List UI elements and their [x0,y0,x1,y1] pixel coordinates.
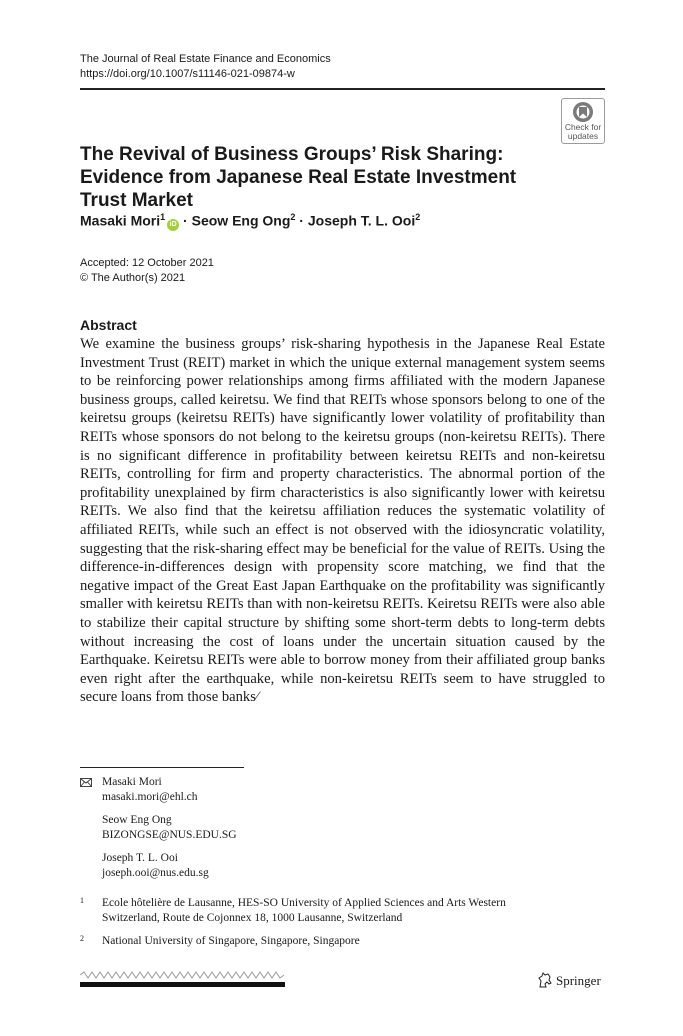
author-list [80,212,420,231]
author-affiliation-number: 2 [290,212,296,222]
author-affiliation-number: 1 [160,212,166,222]
footer-solid-bar [80,982,285,987]
contact-email[interactable]: BIZONGSE@NUS.EDU.SG [102,829,237,841]
author-affiliation-number: 2 [415,212,421,222]
affiliation-line: National University of Singapore, Singapore, Singapore [102,935,360,947]
author-separator: · [299,212,304,229]
contact-entry [102,851,237,881]
check-for-updates-line1: Check for [564,122,602,132]
affiliation-line: Ecole hôtelière de Lausanne, HES-SO University of Applied Sciences and Arts Western [102,897,506,909]
author-name[interactable]: Masaki Mori [80,212,161,229]
accepted-date: Accepted: 12 October 2021 [80,257,214,269]
envelope-icon [80,778,92,787]
author-name[interactable]: Seow Eng Ong [191,212,291,229]
affiliation-number: 2 [80,934,84,943]
crossmark-icon [572,101,594,123]
contact-name: Joseph T. L. Ooi [102,852,178,864]
abstract-text: We examine the business groups’ risk-sharing hypothesis in the Japanese Real Estate Investment Trust (REIT) market in which the unique external management system seems to be reinforcing power relationships among firms affiliated with the modern Japanese business groups, called keiretsu. We find that REITs whose sponsors belong to one of the keiretsu groups (keiretsu REITs) have significantly lower volatility of profitability than REITs whose sponsors do not belong to the keiretsu groups (non-keiretsu REITs). There is no significant difference in profitability between keiretsu REITs and non-keiretsu REITs, controlling for firm and property characteristics. The abnormal portion of the profitability unexplained by firm characteristics is also significantly lower with keiretsu REITs. We also find that the keiretsu affiliation reduces the systematic volatility of affiliated REITs, while such an effect is not observed with the idiosyncratic volatility, suggesting that the risk-sharing effect may be beneficial for the value of REITs. Using the difference-in-differences design with propensity score matching, we find that the negative impact of the Great East Japan Earthquake on the profitability was significantly smaller with keiretsu REITs than with non-keiretsu REITs. Keiretsu REITs were also able to stabilize their capital structure by shifting some short-term debts to long-term debts without increasing the cost of loans under the uncertain situation caused by the Earthquake. Keiretsu REITs were able to borrow money from their affiliated group banks even right after the earthquake, while non-keiretsu REITs seem to have struggled to secure loans from those banks⁄ [80,336,605,706]
author-name[interactable]: Joseph T. L. Ooi [307,212,416,229]
doi-link[interactable]: https://doi.org/10.1007/s11146-021-09874-w [80,68,295,80]
publisher-name: Springer [556,973,601,988]
running-header [80,52,331,82]
contact-email[interactable]: masaki.mori@ehl.ch [102,791,198,803]
contact-entry [102,775,237,805]
header-rule [80,88,605,90]
author-separator: · [183,212,188,229]
springer-horse-icon [537,972,553,988]
abstract-heading: Abstract [80,317,137,333]
footnote-rule [80,767,244,768]
affiliation-number: 1 [80,896,84,905]
journal-name: The Journal of Real Estate Finance and Economics [80,53,331,65]
contact-name: Seow Eng Ong [102,814,172,826]
contact-email[interactable]: joseph.ooi@nus.edu.sg [102,867,209,879]
affiliation-line: Switzerland, Route de Cojonnex 18, 1000 Lausanne, Switzerland [102,912,403,924]
article-meta [80,256,214,286]
corresponding-contacts [102,775,237,889]
publisher-logo [537,972,601,989]
check-for-updates-badge[interactable] [561,98,605,144]
footer-pattern-bar [80,971,285,979]
check-for-updates-line2: updates [567,130,599,141]
orcid-icon[interactable]: iD [167,219,179,231]
article-title: The Revival of Business Groups’ Risk Sharing: Evidence from Japanese Real Estate Investment Trust Market [80,144,517,211]
copyright: © The Author(s) 2021 [80,272,186,284]
contact-name: Masaki Mori [102,776,162,788]
contact-entry [102,813,237,843]
